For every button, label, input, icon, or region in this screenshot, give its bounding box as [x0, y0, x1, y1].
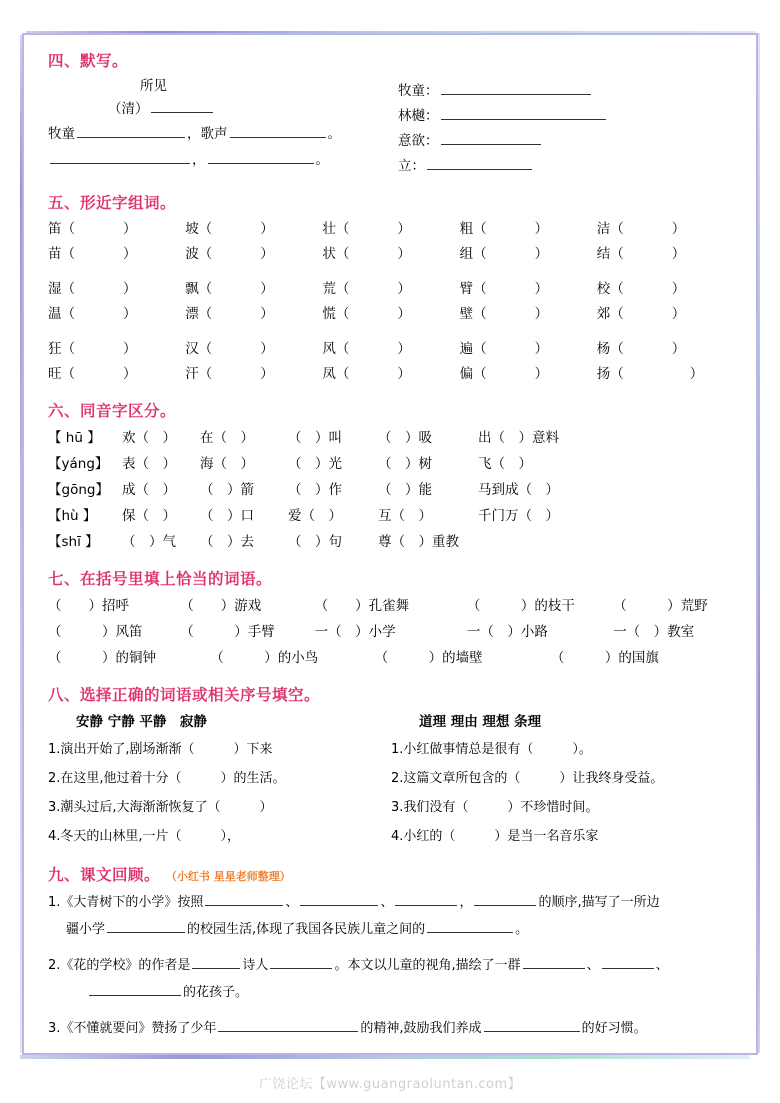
char-answer-space[interactable] — [214, 363, 258, 378]
term-row — [398, 129, 734, 154]
answer-blank[interactable] — [205, 891, 283, 906]
char-close: ） — [397, 221, 411, 237]
char-close: ） — [260, 221, 274, 237]
char-cell[interactable] — [185, 362, 322, 387]
homophone-item[interactable]: 在（ ） — [200, 430, 254, 446]
homophone-item[interactable]: 马到成（ ） — [478, 482, 559, 498]
section-similar-characters — [48, 191, 734, 387]
poem-title: 所见 — [140, 78, 167, 94]
term-label: 意欲： — [398, 133, 439, 149]
fill-word-item[interactable]: （ ）的国旗 — [550, 650, 659, 666]
group-spacer — [48, 327, 734, 337]
char-answer-space[interactable] — [489, 363, 533, 378]
char-cell[interactable] — [48, 362, 185, 387]
homophone-item[interactable]: （ ）口 — [200, 508, 254, 524]
term-blank[interactable] — [427, 155, 532, 170]
char-label: 汗（ — [185, 366, 213, 382]
homophone-item[interactable]: 飞（ ） — [478, 456, 532, 472]
homophone-item[interactable]: （ ）叫 — [288, 430, 342, 446]
answer-blank[interactable] — [89, 981, 181, 996]
char-label: 旺（ — [48, 366, 75, 382]
term-row — [398, 154, 734, 179]
char-label: 扬（ — [596, 366, 624, 382]
char-answer-space[interactable] — [489, 278, 533, 293]
section-4-title: 四、默写。 — [48, 52, 129, 70]
char-close: ） — [397, 246, 411, 262]
fill-word-item[interactable]: （ ）手臂 — [180, 624, 275, 640]
char-answer-space[interactable] — [214, 243, 258, 258]
char-close: ） — [123, 341, 137, 357]
homophone-row — [48, 503, 734, 529]
homophone-item[interactable]: 表（ ） — [122, 456, 176, 472]
char-close: ） — [260, 366, 274, 382]
char-answer-space[interactable] — [626, 218, 670, 233]
item-text: 、 — [285, 895, 299, 910]
poem-line2-blank-a[interactable] — [50, 149, 190, 164]
char-answer-space[interactable] — [351, 363, 395, 378]
pinyin-label: 【gōng】 — [48, 482, 109, 498]
term-blank[interactable] — [441, 130, 541, 145]
answer-blank[interactable] — [523, 954, 585, 969]
group-spacer — [48, 267, 734, 277]
char-answer-space[interactable] — [626, 338, 670, 353]
char-answer-space[interactable] — [626, 243, 670, 258]
char-close: ） — [397, 341, 411, 357]
char-cell[interactable] — [185, 277, 322, 302]
char-label: 风（ — [322, 341, 350, 357]
word-bank-left: 安静 宁静 平静 寂静 — [76, 714, 207, 730]
char-label: 偏（ — [459, 366, 487, 382]
char-cell[interactable] — [460, 277, 597, 302]
char-label: 笛（ — [48, 221, 75, 237]
answer-blank[interactable] — [270, 954, 332, 969]
char-label: 慌（ — [322, 306, 350, 322]
choose-word-left-column — [48, 709, 391, 851]
item-text: 的好习惯。 — [581, 1021, 647, 1036]
char-cell[interactable] — [48, 337, 185, 362]
char-label: 郊（ — [596, 306, 624, 322]
char-cell[interactable] — [322, 337, 459, 362]
section-choose-word — [48, 683, 734, 851]
char-close: ） — [671, 246, 686, 262]
char-close: ） — [534, 341, 549, 357]
char-cell[interactable] — [48, 217, 185, 242]
char-cell[interactable] — [185, 217, 322, 242]
item-text: ， — [459, 895, 473, 910]
item-text: 诗人 — [242, 958, 269, 973]
section-9-credit-note: （小红书 星星老师整理） — [165, 870, 291, 883]
char-label: 坡（ — [185, 221, 213, 237]
char-close: ） — [397, 281, 411, 297]
homophone-item[interactable]: 尊（ ）重教 — [378, 534, 459, 550]
char-label: 状（ — [322, 246, 350, 262]
poem-author-blank[interactable] — [151, 98, 213, 113]
fill-words-row — [48, 645, 734, 671]
char-close: ） — [123, 221, 137, 237]
term-blank[interactable] — [441, 105, 606, 120]
homophone-row — [48, 451, 734, 477]
item-number: 1. — [48, 895, 61, 910]
fill-word-item[interactable]: （ ）孔雀舞 — [314, 598, 410, 614]
homophone-item[interactable]: 爱（ ） — [288, 508, 342, 524]
char-group-3 — [48, 337, 734, 387]
char-close: ） — [260, 281, 274, 297]
review-item-2 — [48, 952, 734, 1006]
question-item[interactable]: 3.潮头过后,大海渐渐恢复了（ ） — [48, 800, 273, 815]
fill-word-item[interactable]: （ ）荒野 — [613, 598, 708, 614]
item-text: 、 — [586, 958, 600, 973]
fill-word-item[interactable]: （ ）的铜钟 — [48, 650, 156, 666]
poem-line-1 — [48, 121, 398, 147]
fill-word-item[interactable]: 一（ ）小路 — [466, 624, 548, 640]
char-answer-space[interactable] — [489, 338, 533, 353]
poem-line2-sep: ， — [192, 152, 206, 168]
answer-blank[interactable] — [218, 1017, 358, 1032]
poem-line1-blank-b[interactable] — [230, 123, 326, 138]
char-answer-space[interactable] — [77, 278, 121, 293]
item-text: 。 — [515, 922, 529, 937]
homophone-item[interactable]: 欢（ ） — [122, 430, 176, 446]
item-text: 的顺序,描写了一所边 — [538, 895, 660, 910]
char-cell[interactable] — [597, 302, 734, 327]
char-cell[interactable] — [597, 277, 734, 302]
char-label: 校（ — [596, 281, 624, 297]
char-label: 粗（ — [459, 221, 487, 237]
char-cell[interactable] — [597, 362, 734, 387]
pinyin-label: 【hù 】 — [48, 508, 97, 524]
char-cell[interactable] — [460, 302, 597, 327]
char-label: 结（ — [596, 246, 624, 262]
item-text: 、 — [380, 895, 394, 910]
answer-blank[interactable] — [484, 1017, 580, 1032]
review-item-3 — [48, 1015, 734, 1042]
item-text — [48, 985, 87, 1000]
homophone-item[interactable]: 保（ ） — [122, 508, 176, 524]
char-answer-space[interactable] — [214, 278, 258, 293]
item-text: 《大青树下的小学》按照 — [60, 895, 204, 910]
fill-word-item[interactable]: （ ）风笛 — [48, 624, 143, 640]
char-answer-space[interactable] — [214, 303, 258, 318]
fill-word-item[interactable]: （ ）的墙壁 — [374, 650, 483, 666]
char-label: 组（ — [459, 246, 487, 262]
char-label: 狂（ — [48, 341, 75, 357]
question-item[interactable]: 1.演出开始了,剧场渐渐（ ）下来 — [48, 742, 273, 757]
char-cell[interactable] — [322, 277, 459, 302]
char-answer-space[interactable] — [77, 303, 121, 318]
char-close: ） — [671, 281, 686, 297]
char-close: ） — [123, 246, 137, 262]
homophone-item[interactable]: （ ）吸 — [378, 430, 432, 446]
char-close: ） — [123, 306, 137, 322]
poem-author-line — [48, 97, 398, 121]
char-cell[interactable] — [460, 337, 597, 362]
char-close: ） — [534, 366, 549, 382]
char-answer-space[interactable] — [626, 303, 670, 318]
homophone-item[interactable]: 海（ ） — [200, 456, 254, 472]
poem-block — [48, 75, 398, 179]
fill-word-item[interactable]: （ ）招呼 — [48, 598, 129, 614]
section-6-title: 六、同音字区分。 — [48, 402, 177, 420]
char-close: ） — [123, 366, 137, 382]
homophone-item[interactable]: （ ）树 — [378, 456, 432, 472]
char-close: ） — [534, 281, 549, 297]
char-answer-space[interactable] — [77, 338, 121, 353]
answer-blank[interactable] — [300, 891, 378, 906]
char-close: ） — [534, 306, 549, 322]
char-group-1 — [48, 217, 734, 267]
poem-line2-end: 。 — [315, 152, 329, 168]
item-text: 的精神,鼓励我们养成 — [360, 1021, 482, 1036]
char-label: 汉（ — [185, 341, 213, 357]
homophone-item[interactable]: （ ）光 — [288, 456, 342, 472]
homophone-item[interactable]: （ ）句 — [288, 534, 342, 550]
homophone-row — [48, 529, 734, 555]
homophone-item[interactable]: （ ）去 — [200, 534, 254, 550]
homophone-item[interactable]: （ ）气 — [122, 534, 176, 550]
char-cell[interactable] — [322, 242, 459, 267]
poem-line2-blank-b[interactable] — [208, 149, 314, 164]
homophone-item[interactable]: 互（ ） — [378, 508, 432, 524]
char-close: ） — [260, 341, 274, 357]
char-answer-space[interactable] — [489, 243, 533, 258]
poem-line1-lead: 牧童 — [48, 126, 75, 142]
char-cell[interactable] — [322, 302, 459, 327]
char-label: 遍（ — [459, 341, 487, 357]
char-cell[interactable] — [185, 337, 322, 362]
poem-line1-blank-a[interactable] — [77, 123, 185, 138]
char-label: 苗（ — [48, 246, 75, 262]
char-cell[interactable] — [597, 217, 734, 242]
char-answer-space[interactable] — [77, 218, 121, 233]
homophone-row — [48, 477, 734, 503]
char-close: ） — [397, 366, 411, 382]
worksheet-sheet — [24, 35, 756, 1053]
section-fill-words — [48, 567, 734, 671]
pinyin-label: 【yáng】 — [48, 456, 109, 472]
item-text: 《不懂就要问》赞扬了少年 — [60, 1021, 217, 1036]
char-cell[interactable] — [48, 302, 185, 327]
answer-blank[interactable] — [107, 918, 185, 933]
char-close: ） — [671, 306, 686, 322]
answer-blank[interactable] — [474, 891, 536, 906]
char-close: ） — [671, 221, 686, 237]
char-close: ） — [689, 366, 704, 382]
section-homophones — [48, 399, 734, 555]
term-blank[interactable] — [441, 80, 591, 95]
char-cell[interactable] — [597, 337, 734, 362]
char-cell[interactable] — [48, 277, 185, 302]
review-item-1 — [48, 889, 734, 943]
section-dictation — [48, 49, 734, 179]
char-answer-space[interactable] — [214, 218, 258, 233]
item-number: 2. — [48, 958, 61, 973]
char-answer-space[interactable] — [351, 338, 395, 353]
char-label: 壮（ — [322, 221, 350, 237]
answer-blank[interactable] — [602, 954, 654, 969]
homophone-item[interactable]: 出（ ）意料 — [478, 430, 559, 446]
char-close: ） — [671, 341, 686, 357]
char-close: ） — [123, 281, 137, 297]
char-answer-space[interactable] — [214, 338, 258, 353]
item-text: 《花的学校》的作者是 — [60, 958, 191, 973]
answer-blank[interactable] — [427, 918, 513, 933]
item-text: 。本文以儿童的视角,描绘了一群 — [334, 958, 521, 973]
char-cell[interactable] — [322, 217, 459, 242]
term-row — [398, 79, 734, 104]
char-answer-space[interactable] — [489, 303, 533, 318]
pinyin-label: 【 hū 】 — [48, 430, 101, 446]
char-label: 漂（ — [185, 306, 213, 322]
char-answer-space[interactable] — [351, 218, 395, 233]
answer-blank[interactable] — [395, 891, 457, 906]
char-close: ） — [397, 306, 411, 322]
question-item[interactable]: 3.我们没有（ ）不珍惜时间。 — [391, 800, 599, 815]
char-label: 波（ — [185, 246, 213, 262]
char-label: 荒（ — [322, 281, 350, 297]
char-answer-space[interactable] — [626, 278, 670, 293]
section-8-title: 八、选择正确的词语或相关序号填空。 — [48, 686, 321, 704]
item-text: 、 — [655, 958, 669, 973]
choose-word-right-column — [391, 709, 734, 851]
char-cell[interactable] — [322, 362, 459, 387]
char-label: 温（ — [48, 306, 75, 322]
poem-line1-sep: ，歌声 — [187, 126, 228, 142]
char-close: ） — [534, 221, 549, 237]
char-cell[interactable] — [460, 362, 597, 387]
char-label: 臂（ — [459, 281, 487, 297]
question-item[interactable]: 4.冬天的山林里,一片（ ）， — [48, 829, 241, 844]
fill-word-item[interactable]: 一（ ）教室 — [613, 624, 695, 640]
fill-word-item[interactable]: （ ）的小鸟 — [210, 650, 319, 666]
term-label: 牧童： — [398, 83, 439, 99]
item-text: 的校园生活,体现了我国各民族儿童之间的 — [187, 922, 426, 937]
char-label: 壁（ — [459, 306, 487, 322]
char-answer-space[interactable] — [77, 363, 121, 378]
homophone-item[interactable]: 千门万（ ） — [478, 508, 559, 524]
char-answer-space[interactable] — [351, 278, 395, 293]
char-close: ） — [260, 246, 274, 262]
fill-word-item[interactable]: （ ）游戏 — [180, 598, 262, 614]
question-item[interactable]: 2.在这里,他过着十分（ ）的生活。 — [48, 771, 286, 786]
char-label: 湿（ — [48, 281, 75, 297]
section-5-title: 五、形近字组词。 — [48, 194, 177, 212]
frame-bottom-border — [20, 1055, 750, 1059]
pinyin-label: 【shī 】 — [48, 534, 99, 550]
word-bank-right: 道理 理由 理想 条理 — [419, 714, 542, 730]
homophone-item[interactable]: （ ）能 — [378, 482, 432, 498]
item-text: 的花孩子。 — [183, 985, 249, 1000]
fill-words-row — [48, 593, 734, 619]
char-answer-space[interactable] — [351, 243, 395, 258]
homophone-item[interactable]: （ ）箭 — [200, 482, 254, 498]
char-answer-space[interactable] — [489, 218, 533, 233]
char-cell[interactable] — [48, 242, 185, 267]
section-text-review — [48, 863, 734, 1042]
question-item[interactable]: 4.小红的（ ）是当一名音乐家 — [391, 829, 599, 844]
char-cell[interactable] — [460, 242, 597, 267]
char-cell[interactable] — [185, 302, 322, 327]
fill-words-row — [48, 619, 734, 645]
char-label: 洁（ — [596, 221, 624, 237]
char-close: ） — [260, 306, 274, 322]
char-answer-space[interactable] — [351, 303, 395, 318]
char-label: 飘（ — [185, 281, 213, 297]
fill-word-item[interactable]: （ ）的枝干 — [466, 598, 575, 614]
fill-word-item[interactable]: 一（ ）小学 — [314, 624, 396, 640]
term-row — [398, 104, 734, 129]
char-label: 凤（ — [322, 366, 350, 382]
poem-dynasty: （清） — [108, 101, 149, 117]
char-group-2 — [48, 277, 734, 327]
char-cell[interactable] — [597, 242, 734, 267]
item-number: 3. — [48, 1021, 61, 1036]
word-meaning-block — [398, 75, 734, 179]
char-cell[interactable] — [460, 217, 597, 242]
homophone-item[interactable]: （ ）作 — [288, 482, 342, 498]
term-label: 立： — [398, 158, 425, 174]
poem-line1-end: 。 — [327, 126, 341, 142]
char-answer-space[interactable] — [626, 363, 688, 378]
site-watermark: 广饶论坛【www.guangraoluntan.com】 — [258, 1077, 522, 1092]
char-label: 杨（ — [596, 341, 624, 357]
question-item[interactable]: 2.这篇文章所包含的（ ）让我终身受益。 — [391, 771, 664, 786]
question-item[interactable]: 1.小红做事情总是很有（ ）。 — [391, 742, 592, 757]
answer-blank[interactable] — [192, 954, 240, 969]
char-cell[interactable] — [185, 242, 322, 267]
section-9-title — [48, 863, 734, 885]
char-close: ） — [534, 246, 549, 262]
term-label: 林樾： — [398, 108, 439, 124]
homophone-row — [48, 425, 734, 451]
section-9-heading-text: 九、课文回顾。 — [48, 866, 161, 884]
item-text: 疆小学 — [66, 922, 106, 937]
section-7-title: 七、在括号里填上恰当的词语。 — [48, 570, 273, 588]
homophone-item[interactable]: 成（ ） — [122, 482, 176, 498]
poem-line-2 — [48, 147, 398, 173]
char-answer-space[interactable] — [77, 243, 121, 258]
